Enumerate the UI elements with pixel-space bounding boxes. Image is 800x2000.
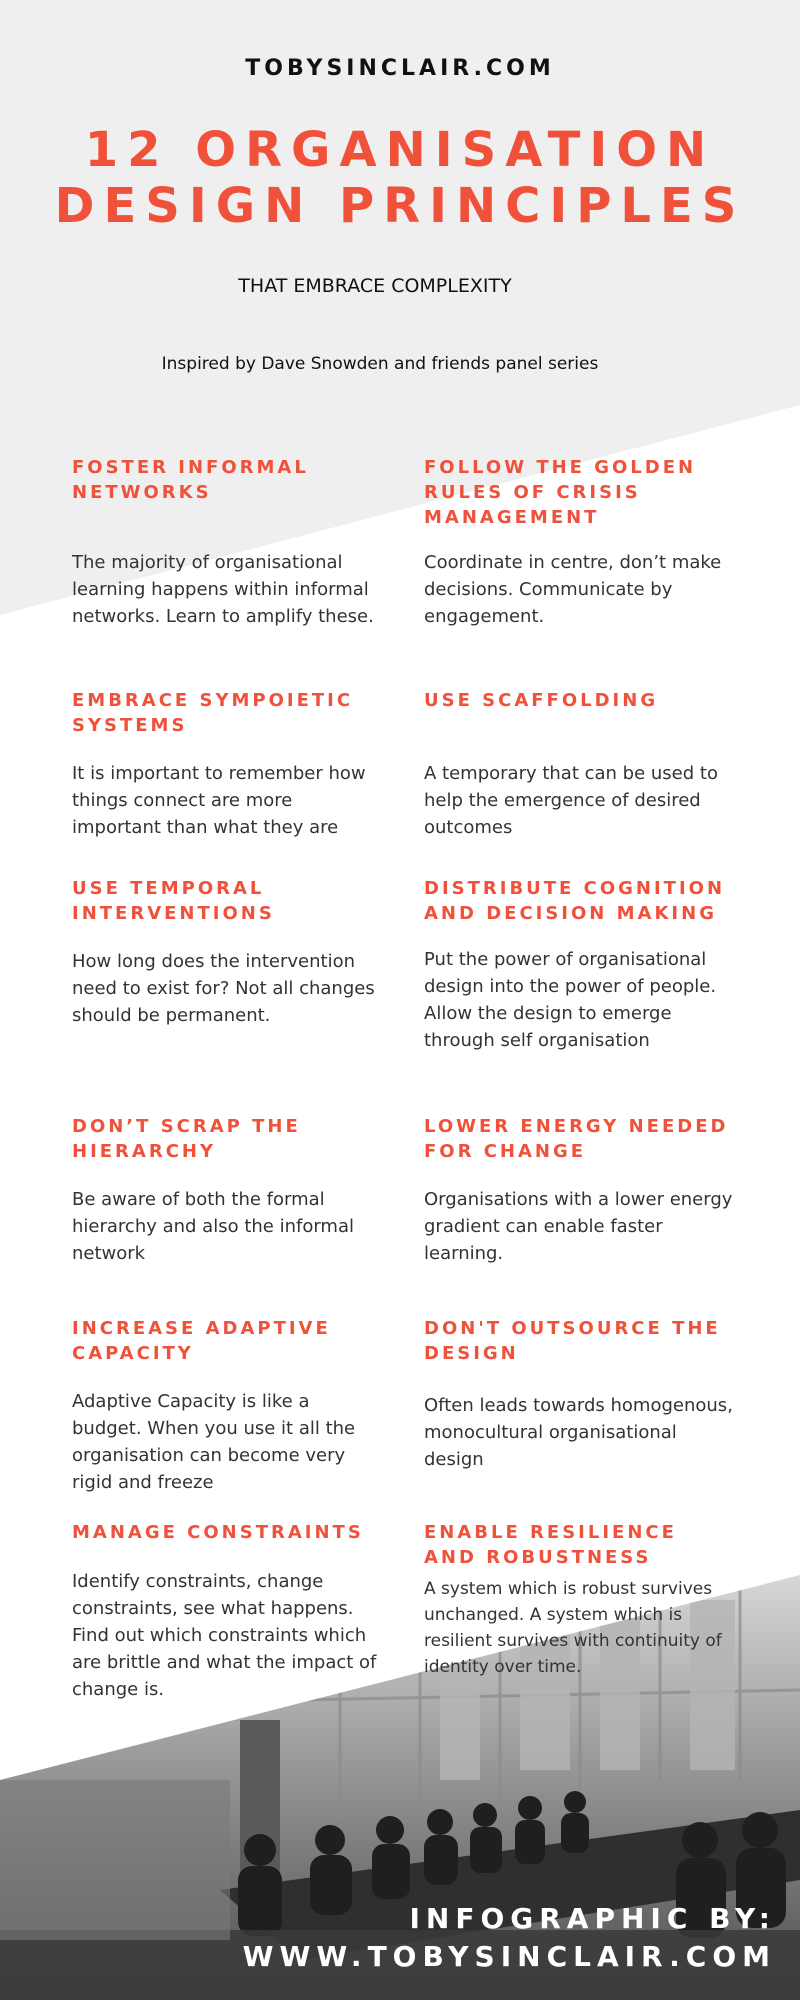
principle-body: Put the power of organisational design into the power of people. Allow the design to emerge through self organisation	[424, 949, 717, 1051]
footer-credit	[243, 1900, 776, 1976]
principle-card-3	[72, 688, 382, 838]
principle-title: USE SCAFFOLDING	[424, 690, 659, 711]
principle-body: Identify constraints, change constraints, see what happens. Find out which constraints which are brittle and what the impact of change is.	[72, 1571, 377, 1700]
principle-card-10	[424, 1316, 734, 1470]
principle-body: Often leads towards homogenous, monocultural organisational design	[424, 1395, 733, 1470]
principle-body: A temporary that can be used to help the emergence of desired outcomes	[424, 763, 718, 838]
principle-body: Adaptive Capacity is like a budget. When you use it all the organisation can become very rigid and freeze	[72, 1391, 356, 1493]
principle-title: INCREASE ADAPTIVE CAPACITY	[72, 1318, 331, 1364]
principle-title: DISTRIBUTE COGNITION AND DECISION MAKING	[424, 878, 726, 924]
principle-title: FOLLOW THE GOLDEN RULES OF CRISIS MANAGEMENT	[424, 457, 697, 528]
principle-title: DON'T OUTSOURCE THE DESIGN	[424, 1318, 721, 1364]
page-title	[0, 122, 800, 234]
principle-body: A system which is robust survives unchanged. A system which is resilient survives with continuity of identity over time.	[424, 1579, 722, 1677]
site-name: TOBYSINCLAIR.COM	[245, 56, 555, 81]
principle-body: The majority of organisational learning happens within informal networks. Learn to amplify these.	[72, 552, 374, 627]
inspired-note: Inspired by Dave Snowden and friends panel series	[161, 354, 599, 374]
page-subtitle: THAT EMBRACE COMPLEXITY	[238, 275, 512, 297]
principle-title: USE TEMPORAL INTERVENTIONS	[72, 878, 275, 924]
principle-title: EMBRACE SYMPOIETIC SYSTEMS	[72, 690, 354, 736]
principle-body: Organisations with a lower energy gradient can enable faster learning.	[424, 1189, 733, 1264]
principle-card-12	[424, 1520, 734, 1677]
principle-body: Be aware of both the formal hierarchy and also the informal network	[72, 1189, 354, 1264]
principle-body: Coordinate in centre, don’t make decisions. Communicate by engagement.	[424, 552, 722, 627]
title-line-2: DESIGN PRINCIPLES	[54, 178, 746, 234]
principle-card-11	[72, 1520, 382, 1700]
principle-body: How long does the intervention need to exist for? Not all changes should be permanent.	[72, 951, 375, 1026]
principle-title: LOWER ENERGY NEEDED FOR CHANGE	[424, 1116, 729, 1162]
principle-card-7	[72, 1114, 382, 1264]
principle-card-5	[72, 876, 382, 1026]
principle-body: It is important to remember how things connect are more important than what they are	[72, 763, 366, 838]
footer-line-1: INFOGRAPHIC BY:	[409, 1902, 776, 1935]
principle-title: DON’T SCRAP THE HIERARCHY	[72, 1116, 301, 1162]
principle-title: ENABLE RESILIENCE AND ROBUSTNESS	[424, 1522, 677, 1568]
principle-title: FOSTER INFORMAL NETWORKS	[72, 457, 309, 503]
principle-card-4	[424, 688, 734, 838]
principle-card-6	[424, 876, 734, 1051]
principle-card-2	[424, 455, 734, 627]
principle-card-1	[72, 455, 382, 627]
principle-title: MANAGE CONSTRAINTS	[72, 1522, 364, 1543]
footer-line-2: WWW.TOBYSINCLAIR.COM	[242, 1940, 776, 1973]
principle-card-8	[424, 1114, 734, 1264]
principle-card-9	[72, 1316, 382, 1493]
title-line-1: 12 ORGANISATION	[84, 122, 716, 178]
